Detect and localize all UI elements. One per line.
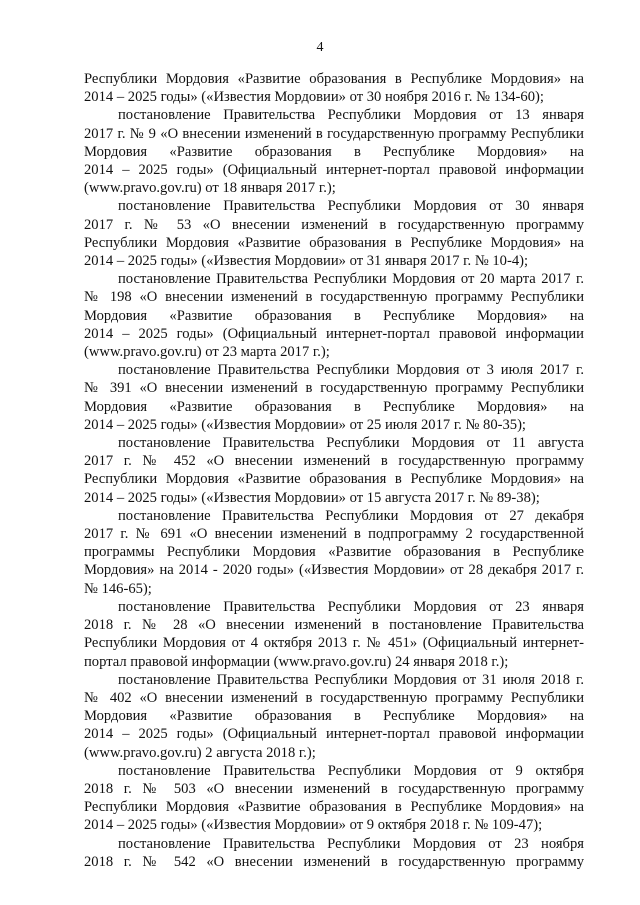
text-line: Республики Мордовия «Развитие образования в Республике Мордовия» на [84, 471, 584, 488]
text-line: 2017 г. № 691 «О внесении изменений в подпрограмму 2 государственной [84, 526, 584, 543]
paragraph-first-line: постановление Правительства Республики Мордовия от 3 июля 2017 г. [118, 362, 584, 379]
text-line: № 402 «О внесении изменений в государственную программу Республики [84, 689, 584, 706]
text-line: 2014 – 2025 годы» («Известия Мордовии» от 30 ноября 2016 г. № 134-60); [84, 89, 544, 106]
paragraph-first-line: постановление Правительства Республики Мордовия от 9 октября [118, 762, 584, 779]
paragraph-first-line: постановление Правительства Республики Мордовия от 31 июля 2018 г. [118, 671, 584, 688]
text-line: Республики Мордовия от 4 октября 2013 г. № 451» (Официальный интернет- [84, 635, 584, 652]
text-line: 2014 – 2025 годы» (Официальный интернет-портал правовой информации [84, 726, 584, 743]
text-line: 2014 – 2025 годы» («Известия Мордовии» от 15 августа 2017 г. № 89-38); [84, 489, 540, 506]
text-line: (www.pravo.gov.ru) от 23 марта 2017 г.); [84, 344, 330, 361]
paragraph-first-line: постановление Правительства Республики Мордовия от 27 декабря [118, 507, 584, 524]
page-number: 4 [316, 40, 324, 55]
paragraph-first-line: постановление Правительства Республики Мордовия от 23 ноября [118, 835, 584, 852]
paragraph-first-line: постановление Правительства Республики Мордовия от 20 марта 2017 г. [118, 271, 584, 288]
text-line: Мордовия «Развитие образования в Республике Мордовия» на [84, 143, 584, 160]
text-line: 2014 – 2025 годы» («Известия Мордовии» от 31 января 2017 г. № 10-4); [84, 253, 529, 270]
text-line: (www.pravo.gov.ru) от 18 января 2017 г.); [84, 180, 336, 197]
text-line: 2017 г. № 452 «О внесении изменений в государственную программу [84, 453, 584, 470]
text-line: 2017 г. № 9 «О внесении изменений в государственную программу Республики [84, 125, 584, 142]
text-line: Мордовия «Развитие образования в Республике Мордовия» на [84, 398, 584, 415]
text-line: (www.pravo.gov.ru) 2 августа 2018 г.); [84, 744, 316, 761]
paragraph-first-line: постановление Правительства Республики Мордовия от 23 января [118, 598, 584, 615]
paragraph-first-line: постановление Правительства Республики Мордовия от 11 августа [118, 435, 584, 452]
text-line: Мордовия «Развитие образования в Республике Мордовия» на [84, 307, 584, 324]
text-line: 2014 – 2025 годы» (Официальный интернет-портал правовой информации [84, 325, 584, 342]
paragraph-first-line: постановление Правительства Республики Мордовия от 30 января [118, 198, 584, 215]
text-line: 2014 – 2025 годы» (Официальный интернет-портал правовой информации [84, 162, 584, 179]
text-line: 2017 г. № 53 «О внесении изменений в государственную программу [84, 216, 584, 233]
text-line: № 391 «О внесении изменений в государственную программу Республики [84, 380, 584, 397]
text-line: Мордовия» на 2014 - 2020 годы» («Известия Мордовии» от 28 декабря 2017 г. [84, 562, 584, 579]
paragraph-first-line: постановление Правительства Республики Мордовия от 13 января [118, 107, 584, 124]
text-line: № 198 «О внесении изменений в государственную программу Республики [84, 289, 584, 306]
text-line: 2014 – 2025 годы» («Известия Мордовии» от 9 октября 2018 г. № 109-47); [84, 817, 543, 834]
text-line: Республики Мордовия «Развитие образования в Республике Мордовия» на [84, 234, 584, 251]
text-line: Мордовия «Развитие образования в Республике Мордовия» на [84, 708, 584, 725]
text-line: 2018 г. № 542 «О внесении изменений в государственную программу [84, 853, 584, 870]
text-line: программы Республики Мордовия «Развитие образования в Республике [84, 544, 584, 561]
text-line: 2018 г. № 28 «О внесении изменений в постановление Правительства [84, 617, 584, 634]
text-line: 2018 г. № 503 «О внесении изменений в государственную программу [84, 780, 584, 797]
body-text [84, 70, 584, 871]
text-line: Республики Мордовия «Развитие образования в Республике Мордовия» на [84, 71, 584, 87]
text-line: № 146-65); [84, 580, 152, 597]
text-line: Республики Мордовия «Развитие образования в Республике Мордовия» на [84, 799, 584, 816]
text-line: 2014 – 2025 годы» («Известия Мордовии» от 25 июля 2017 г. № 80-35); [84, 416, 526, 433]
text-line: портал правовой информации (www.pravo.gov.ru) 24 января 2018 г.); [84, 653, 509, 670]
